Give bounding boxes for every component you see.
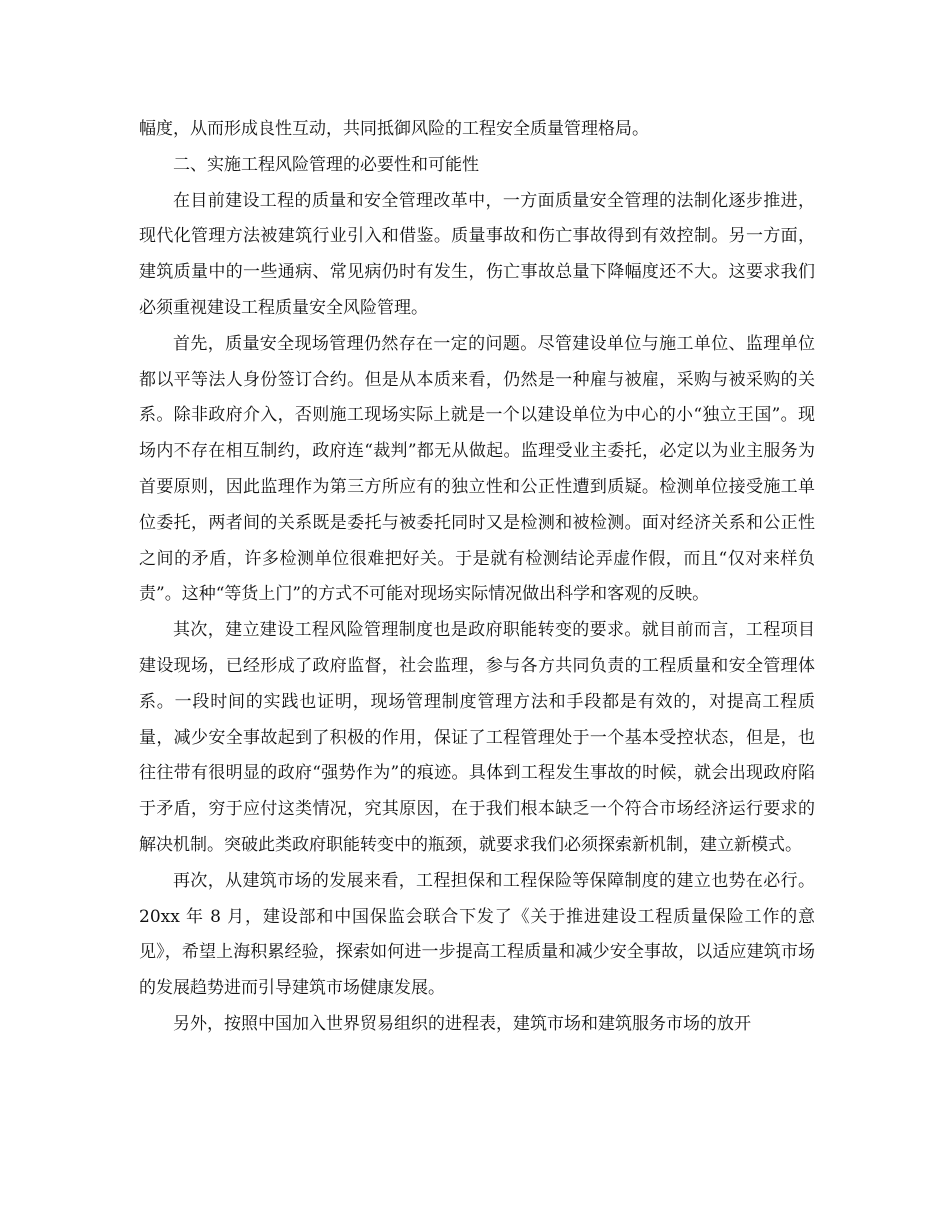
- paragraph-intro: 在目前建设工程的质量和安全管理改革中，一方面质量安全管理的法制化逐步推进，现代化管理方法被建筑行业引入和借鉴。质量事故和伤亡事故得到有效控制。另一方面，建筑质量中的一些通病、常见病仍时有发生，伤亡事故总量下降幅度还不大。这要求我们必须重视建设工程质量安全风险管理。: [139, 190, 815, 318]
- section-heading: 二、实施工程风险管理的必要性和可能性: [173, 154, 479, 175]
- paragraph-third: 再次，从建筑市场的发展来看，工程担保和工程保险等保障制度的建立也势在必行。20xx 年 8 月，建设部和中国保监会联合下发了《关于推进建设工程质量保险工作的意见》，希望上海积累经验，探索如何进一步提高工程质量和减少安全事故，以适应建筑市场的发展趋势进而引导建筑市场健康发展。: [139, 870, 815, 999]
- paragraph-additional: 另外，按照中国加入世界贸易组织的进程表，建筑市场和建筑服务市场的放开: [173, 1013, 751, 1034]
- paragraph-continuation: 幅度，从而形成良性互动，共同抵御风险的工程安全质量管理格局。: [139, 119, 649, 139]
- paragraph-first: 首先，质量安全现场管理仍然存在一定的问题。尽管建设单位与施工单位、监理单位都以平等法人身份签订合约。但是从本质来看，仍然是一种雇与被雇，采购与被采购的关系。除非政府介入，否则施工现场实际上就是一个以建设单位为中心的小“独立王国”。现场内不存在相互制约，政府连“裁判”都无从做起。监理受业主委托，必定以为业主服务为首要原则，因此监理作为第三方所应有的独立性和公正性遭到质疑。检测单位接受施工单位委托，两者间的关系既是委托与被委托同时又是检测和被检测。面对经济关系和公正性之间的矛盾，许多检测单位很难把好关。于是就有检测结论弄虚作假，而且“仅对来样负责”。这种“等货上门”的方式不可能对现场实际情况做出科学和客观的反映。: [139, 333, 815, 605]
- document-body: [139, 112, 815, 1043]
- paragraph-second: 其次，建立建设工程风险管理制度也是政府职能转变的要求。就目前而言，工程项目建设现场，已经形成了政府监督，社会监理，参与各方共同负责的工程质量和安全管理体系。一段时间的实践也证明，现场管理制度管理方法和手段都是有效的，对提高工程质量，减少安全事故起到了积极的作用，保证了工程管理处于一个基本受控状态，但是，也往往带有很明显的政府“强势作为”的痕迹。具体到工程发生事故的时候，就会出现政府陷于矛盾，穷于应付这类情况，究其原因，在于我们根本缺乏一个符合市场经济运行要求的解决机制。突破此类政府职能转变中的瓶颈，就要求我们必须探索新机制，建立新模式。: [139, 620, 815, 855]
